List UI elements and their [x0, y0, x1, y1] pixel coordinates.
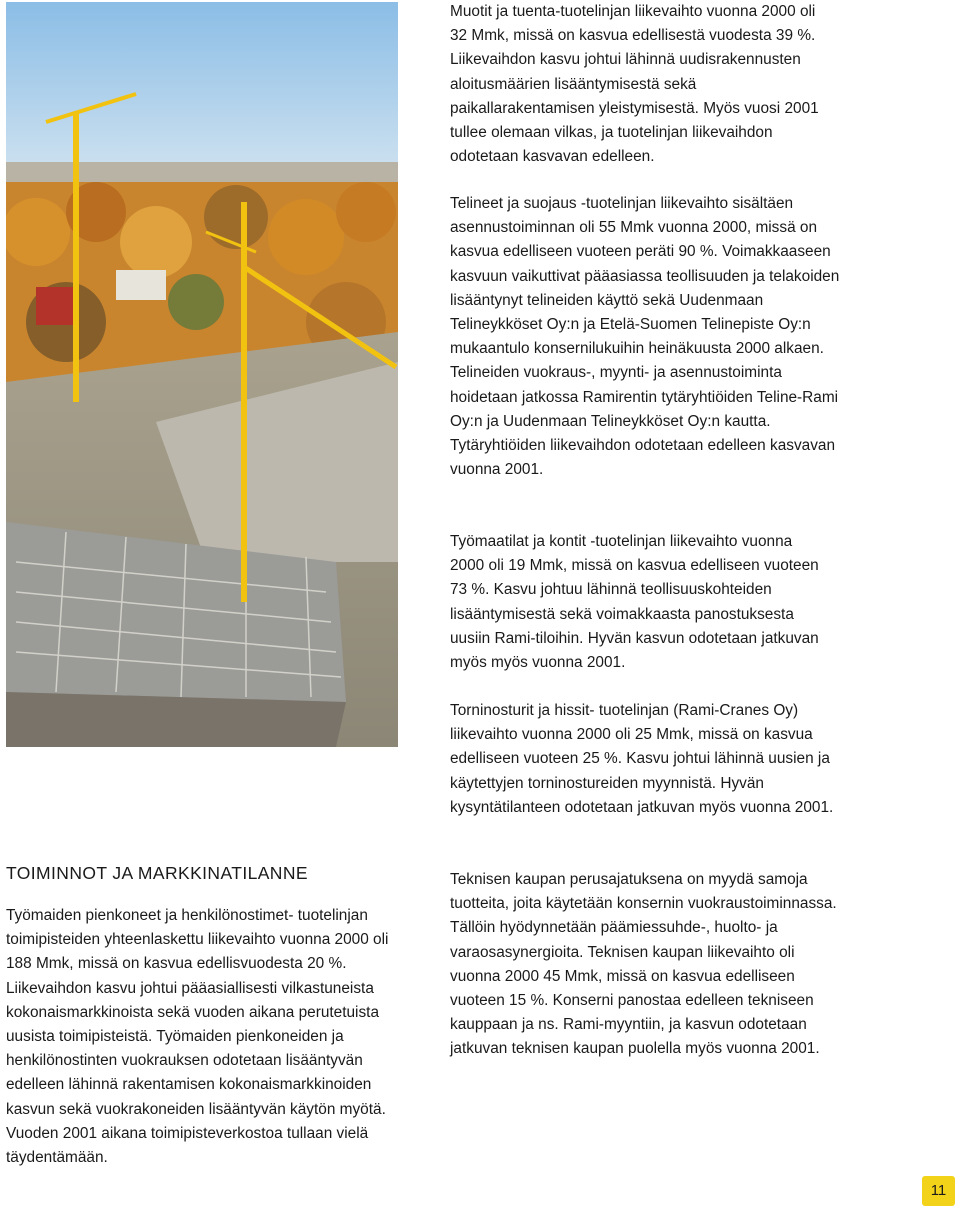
right-column — [450, 0, 850, 169]
paragraph-muotit: Muotit ja tuenta-tuotelinjan liikevaihto vuonna 2000 oli 32 Mmk, missä on kasvua edellisestä vuodesta 39 %. Liikevaihdon kasvu johtui lähinnä uudisrakennusten aloitusmäärien lisääntymisestä sekä paikallarakentamisen yleistymisestä. Myös vuosi 2001 tullee olemaan vilkas, ja tuotelinjan liikevaihdon odotetaan kasvavan edelleen. — [450, 3, 819, 166]
right-column-2 — [450, 192, 850, 482]
right-column-5 — [450, 868, 850, 1062]
paragraph-torninosturit: Torninosturit ja hissit- tuotelinjan (Rami-Cranes Oy) liikevaihto vuonna 2000 oli 25 Mmk, missä on kasvua edelliseen vuoteen 25 %. Kasvu johtui lähinnä uusien ja käytettyjen torninostureiden myynnistä. Hyvän kysyntätilanteen odotetaan jatkuvan myös vuonna 2001. — [450, 702, 834, 816]
paragraph-tyomaatilat: Työmaatilat ja kontit -tuotelinjan liikevaihto vuonna 2000 oli 19 Mmk, missä on kasvua edelliseen vuoteen 73 %. Kasvu johtuu lähinnä teollisuuskohteiden lisääntymisestä sekä voimakkaasta panostuksesta uusiin Rami-tiloihin. Hyvän kasvun odotetaan jatkuvan myös myös vuonna 2001. — [450, 533, 819, 672]
right-column-3 — [450, 530, 850, 675]
left-column — [6, 862, 406, 1170]
crane-photo-illustration — [6, 2, 398, 747]
paragraph-toiminnot: Työmaiden pienkoneet ja henkilönostimet- tuotelinjan toimipisteiden yhteenlaskettu liikevaihto vuonna 2000 oli 188 Mmk, missä on kasvua edellisvuodesta 20 %. Liikevaihdon kasvu johtui pääasiallisesti vilkastuneista kokonaismarkkinoista sekä vuoden aikana perutetuista uusista toimipisteistä. Työmaiden pienkoneiden ja henkilönostinten vuokrauksen odotetaan lisääntyvän edelleen lähinnä rakentamisen kokonaismarkkinoiden kasvun sekä vuokrakoneiden lisääntyvän käytön myötä. Vuoden 2001 aikana toimipisteverkostoa tullaan vielä täydentämään. — [6, 907, 389, 1167]
paragraph-telineet: Telineet ja suojaus -tuotelinjan liikevaihto sisältäen asennustoiminnan oli 55 Mmk vuonna 2000, missä on kasvua edelliseen vuoteen peräti 90 %. Voimakkaaseen kasvuun vaikuttivat pääasiassa teollisuuden ja telakoiden lisääntynyt telineiden käyttö sekä Uudenmaan Telineykköset Oy:n ja Etelä-Suomen Telinepiste Oy:n mukaantulo konsernilukuihin heinäkuusta 2000 alkaen. Telineiden vuokraus-, myynti- ja asennustoiminta hoidetaan jatkossa Ramirentin tytäryhtiöiden Teline-Rami Oy:n ja Uudenmaan Telineykköset Oy:n kautta. Tytäryhtiöiden liikevaihdon odotetaan edelleen kasvavan vuonna 2001. — [450, 195, 840, 479]
paragraph-tekninen-kauppa: Teknisen kaupan perusajatuksena on myydä samoja tuotteita, joita käytetään konsernin vuokraustoiminnassa. Tällöin hyödynnetään päämiessuhde-, huolto- ja varaosasynergioita. Teknisen kaupan liikevaihto oli vuonna 2000 45 Mmk, missä on kasvua edelliseen vuoteen 15 %. Konserni panostaa edelleen tekniseen kauppaan ja ns. Rami-myyntiin, ja kasvun odotetaan jatkuvan teknisen kaupan puolella myös vuonna 2001. — [450, 871, 837, 1058]
section-heading: TOIMINNOT JA MARKKINATILANNE — [6, 863, 308, 883]
construction-site-photo — [6, 2, 398, 747]
page-number-badge: 11 — [922, 1176, 955, 1206]
right-column-4 — [450, 699, 850, 820]
